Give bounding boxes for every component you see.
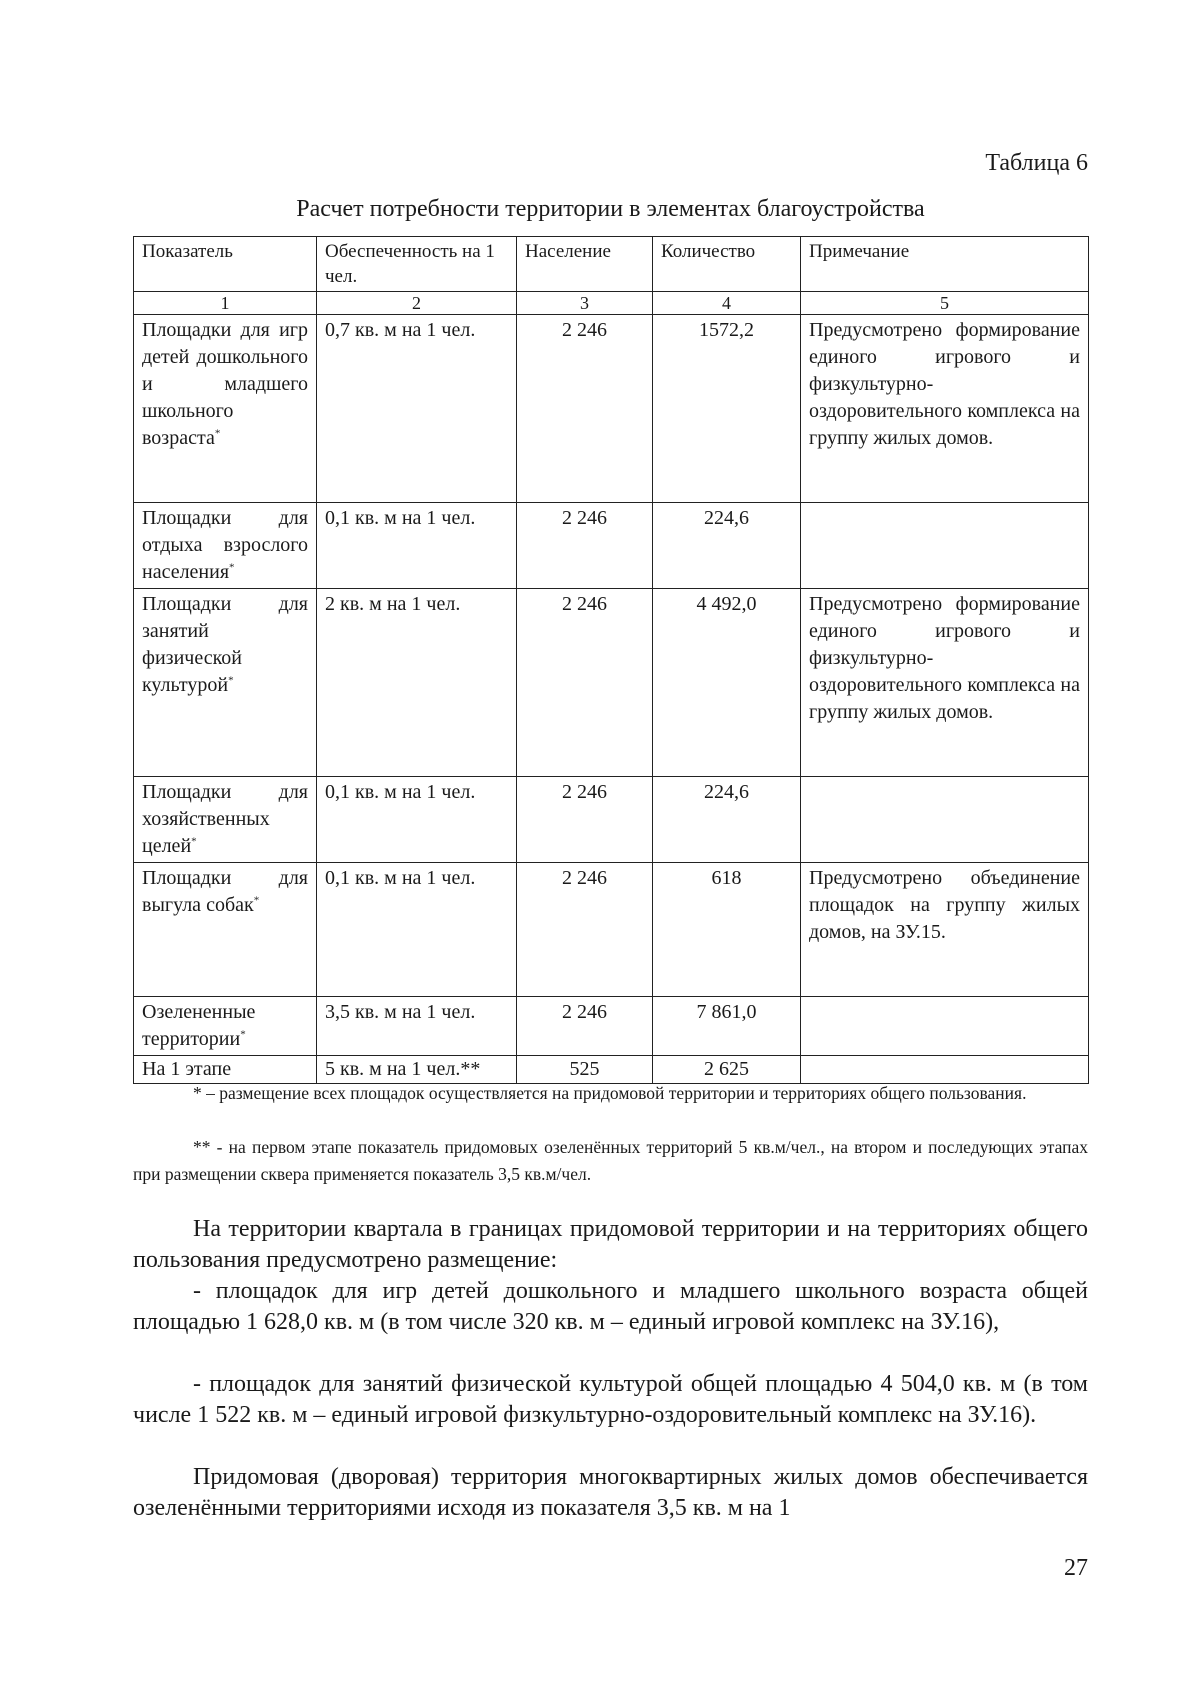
indicator-cell — [134, 503, 317, 589]
indicator-cell — [134, 777, 317, 863]
population-cell: 2 246 — [517, 997, 653, 1056]
body-paragraph: На территории квартала в границах придомовой территории и на территориях общего пользования предусмотрено размещение: — [133, 1216, 1088, 1273]
footnote-mark: * — [191, 835, 197, 848]
footnote-mark: * — [214, 427, 221, 440]
table-row — [134, 589, 1089, 777]
quantity-cell: 2 625 — [653, 1056, 801, 1084]
note-cell — [801, 777, 1089, 863]
table-row — [134, 315, 1089, 503]
table-row — [134, 777, 1089, 863]
column-number: 2 — [317, 292, 517, 315]
header-cell: Обеспеченность на 1 чел. — [317, 237, 517, 292]
provision-cell: 0,1 кв. м на 1 чел. — [317, 863, 517, 997]
provision-cell: 0,7 кв. м на 1 чел. — [317, 315, 517, 503]
provision-table — [133, 236, 1089, 1084]
header-cell: Количество — [653, 237, 801, 292]
population-cell: 2 246 — [517, 589, 653, 777]
table-row — [134, 997, 1089, 1056]
footnote-single-star: * – размещение всех площадок осуществляется на придомовой территории и территориях общего пользования. — [193, 1083, 1027, 1103]
note-cell — [801, 503, 1089, 589]
indicator-text: Озелененные территории — [142, 1001, 256, 1050]
page-number: 27 — [1064, 1555, 1088, 1581]
column-number: 1 — [134, 292, 317, 315]
column-number: 3 — [517, 292, 653, 315]
provision-cell: 2 кв. м на 1 чел. — [317, 589, 517, 777]
quantity-cell: 618 — [653, 863, 801, 997]
table-row — [134, 503, 1089, 589]
note-cell — [801, 997, 1089, 1056]
table-header-row — [134, 237, 1089, 292]
population-cell: 525 — [517, 1056, 653, 1084]
table-row — [134, 863, 1089, 997]
body-paragraph: - площадок для игр детей дошкольного и младшего школьного возраста общей площадью 1 628,0 кв. м (в том числе 320 кв. м – единый игровой комплекс на ЗУ.16), — [133, 1278, 1088, 1335]
provision-cell: 5 кв. м на 1 чел.** — [317, 1056, 517, 1084]
quantity-cell: 7 861,0 — [653, 997, 801, 1056]
note-cell: Предусмотрено формирование единого игрового и физкультурно-оздоровительного комплекса на группу жилых домов. — [801, 315, 1089, 503]
quantity-cell: 1572,2 — [653, 315, 801, 503]
indicator-text: Площадки для хозяйственных целей — [142, 781, 308, 857]
column-number: 5 — [801, 292, 1089, 315]
quantity-cell: 224,6 — [653, 503, 801, 589]
note-cell: Предусмотрено объединение площадок на группу жилых домов, на ЗУ.15. — [801, 863, 1089, 997]
column-number-row — [134, 292, 1089, 315]
indicator-text: Площадки для выгула собак — [142, 867, 308, 916]
indicator-cell — [134, 863, 317, 997]
indicator-text: На 1 этапе — [142, 1058, 232, 1080]
population-cell: 2 246 — [517, 315, 653, 503]
column-number: 4 — [653, 292, 801, 315]
footnote-mark: * — [240, 1028, 246, 1041]
footnote-mark: * — [228, 674, 234, 687]
indicator-text: Площадки для занятий физической культурой — [142, 593, 308, 696]
header-cell: Примечание — [801, 237, 1089, 292]
provision-cell: 3,5 кв. м на 1 чел. — [317, 997, 517, 1056]
body-paragraph: - площадок для занятий физической культурой общей площадью 4 504,0 кв. м (в том числе 1 522 кв. м – единый игровой физкультурно-оздоровительный комплекс на ЗУ.16). — [133, 1371, 1088, 1428]
header-cell: Показатель — [134, 237, 317, 292]
quantity-cell: 224,6 — [653, 777, 801, 863]
table-title: Расчет потребности территории в элементах благоустройства — [296, 196, 925, 222]
population-cell: 2 246 — [517, 863, 653, 997]
note-cell: Предусмотрено формирование единого игрового и физкультурно-оздоровительного комплекса на группу жилых домов. — [801, 589, 1089, 777]
footnote-mark: * — [253, 894, 260, 907]
footnote-mark: * — [229, 561, 235, 574]
body-paragraph: Придомовая (дворовая) территория многоквартирных жилых домов обеспечивается озеленёнными территориями исходя из показателя 3,5 кв. м на 1 — [133, 1464, 1088, 1521]
provision-cell: 0,1 кв. м на 1 чел. — [317, 503, 517, 589]
indicator-text: Площадки для игр детей дошкольного и младшего школьного возраста — [142, 319, 308, 449]
table-label: Таблица 6 — [985, 150, 1088, 176]
header-cell: Население — [517, 237, 653, 292]
indicator-cell — [134, 997, 317, 1056]
provision-cell: 0,1 кв. м на 1 чел. — [317, 777, 517, 863]
quantity-cell: 4 492,0 — [653, 589, 801, 777]
footnote-double-star: ** - на первом этапе показатель придомовых озеленённых территорий 5 кв.м/чел., на втором и последующих этапах при размещении сквера применяется показатель 3,5 кв.м/чел. — [133, 1137, 1088, 1184]
indicator-cell — [134, 315, 317, 503]
population-cell: 2 246 — [517, 777, 653, 863]
indicator-text: Площадки для отдыха взрослого населения — [142, 507, 308, 583]
indicator-cell — [134, 589, 317, 777]
population-cell: 2 246 — [517, 503, 653, 589]
